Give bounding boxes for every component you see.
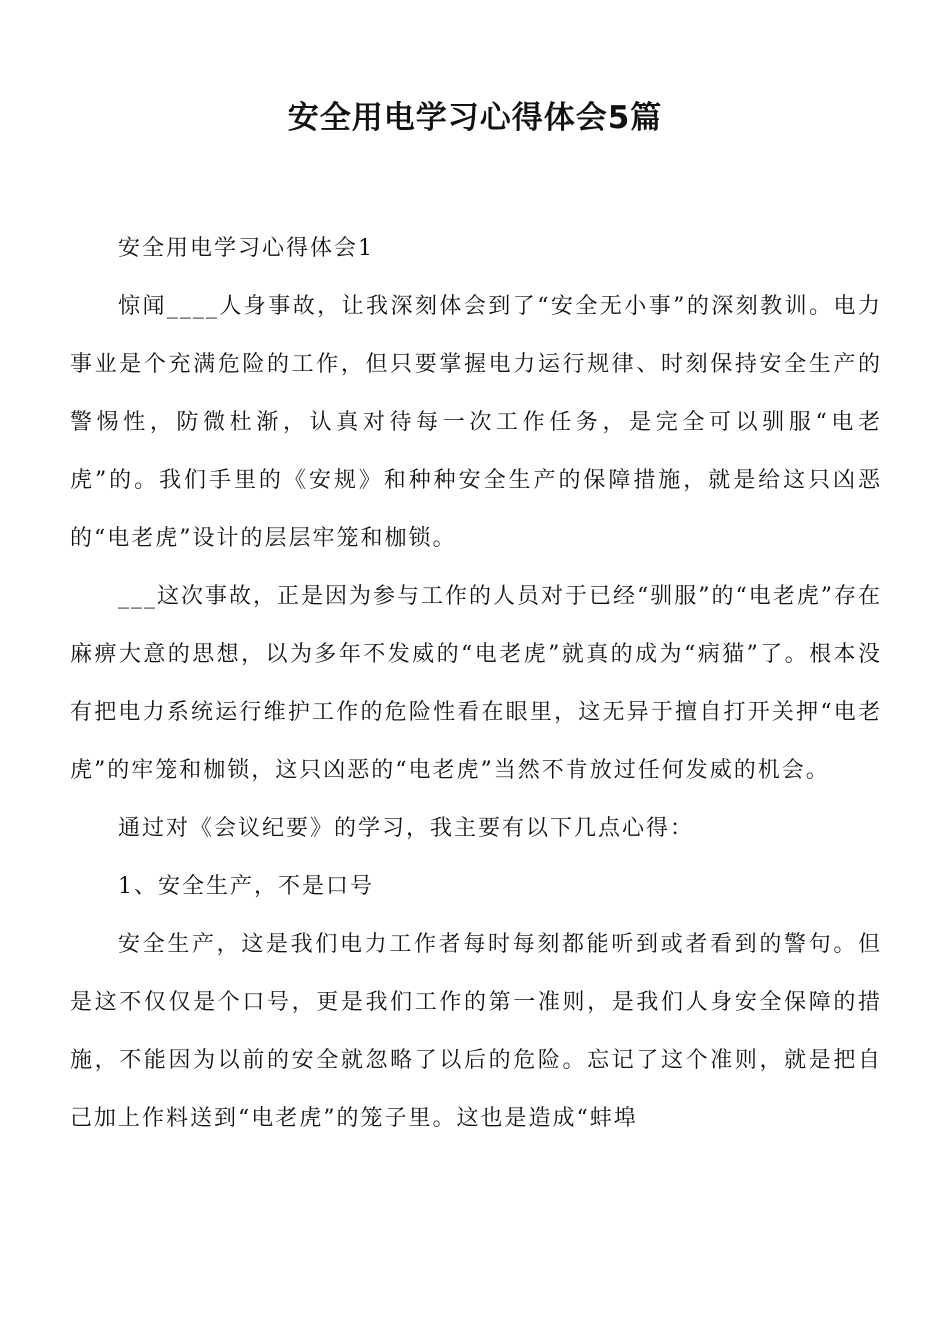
body-paragraph: 安全生产，这是我们电力工作者每时每刻都能听到或者看到的警句。但是这不仅仅是个口号，更是我们工作的第一准则，是我们人身安全保障的措施，不能因为以前的安全就忽略了以后的危险。忘记了这个准则，就是把自己加上作料送到“电老虎”的笼子里。这也是造成“蚌埠 xyxy=(70,932,882,1131)
body-paragraph: 惊闻____人身事故，让我深刻体会到了“安全无小事”的深刻教训。电力事业是个充满危险的工作，但只要掌握电力运行规律、时刻保持安全生产的警惕性，防微杜渐，认真对待每一次工作任务，是完全可以驯服“电老虎”的。我们手里的《安规》和种种安全生产的保障措施，就是给这只凶恶的“电老虎”设计的层层牢笼和枷锁。 xyxy=(70,294,882,551)
body-paragraph: 通过对《会议纪要》的学习，我主要有以下几点心得： xyxy=(118,816,695,841)
numbered-subheading: 1、安全生产，不是口号 xyxy=(118,874,374,899)
document-body xyxy=(70,220,882,1148)
section-heading: 安全用电学习心得体会1 xyxy=(118,236,374,261)
document-title: 安全用电学习心得体会5篇 xyxy=(287,100,663,136)
body-paragraph: ___这次事故，正是因为参与工作的人员对于已经“驯服”的“电老虎”存在麻痹大意的思想，以为多年不发威的“电老虎”就真的成为“病猫”了。根本没有把电力系统运行维护工作的危险性看在眼里，这无异于擅自打开关押“电老虎”的牢笼和枷锁，这只凶恶的“电老虎”当然不肯放过任何发威的机会。 xyxy=(70,584,882,783)
